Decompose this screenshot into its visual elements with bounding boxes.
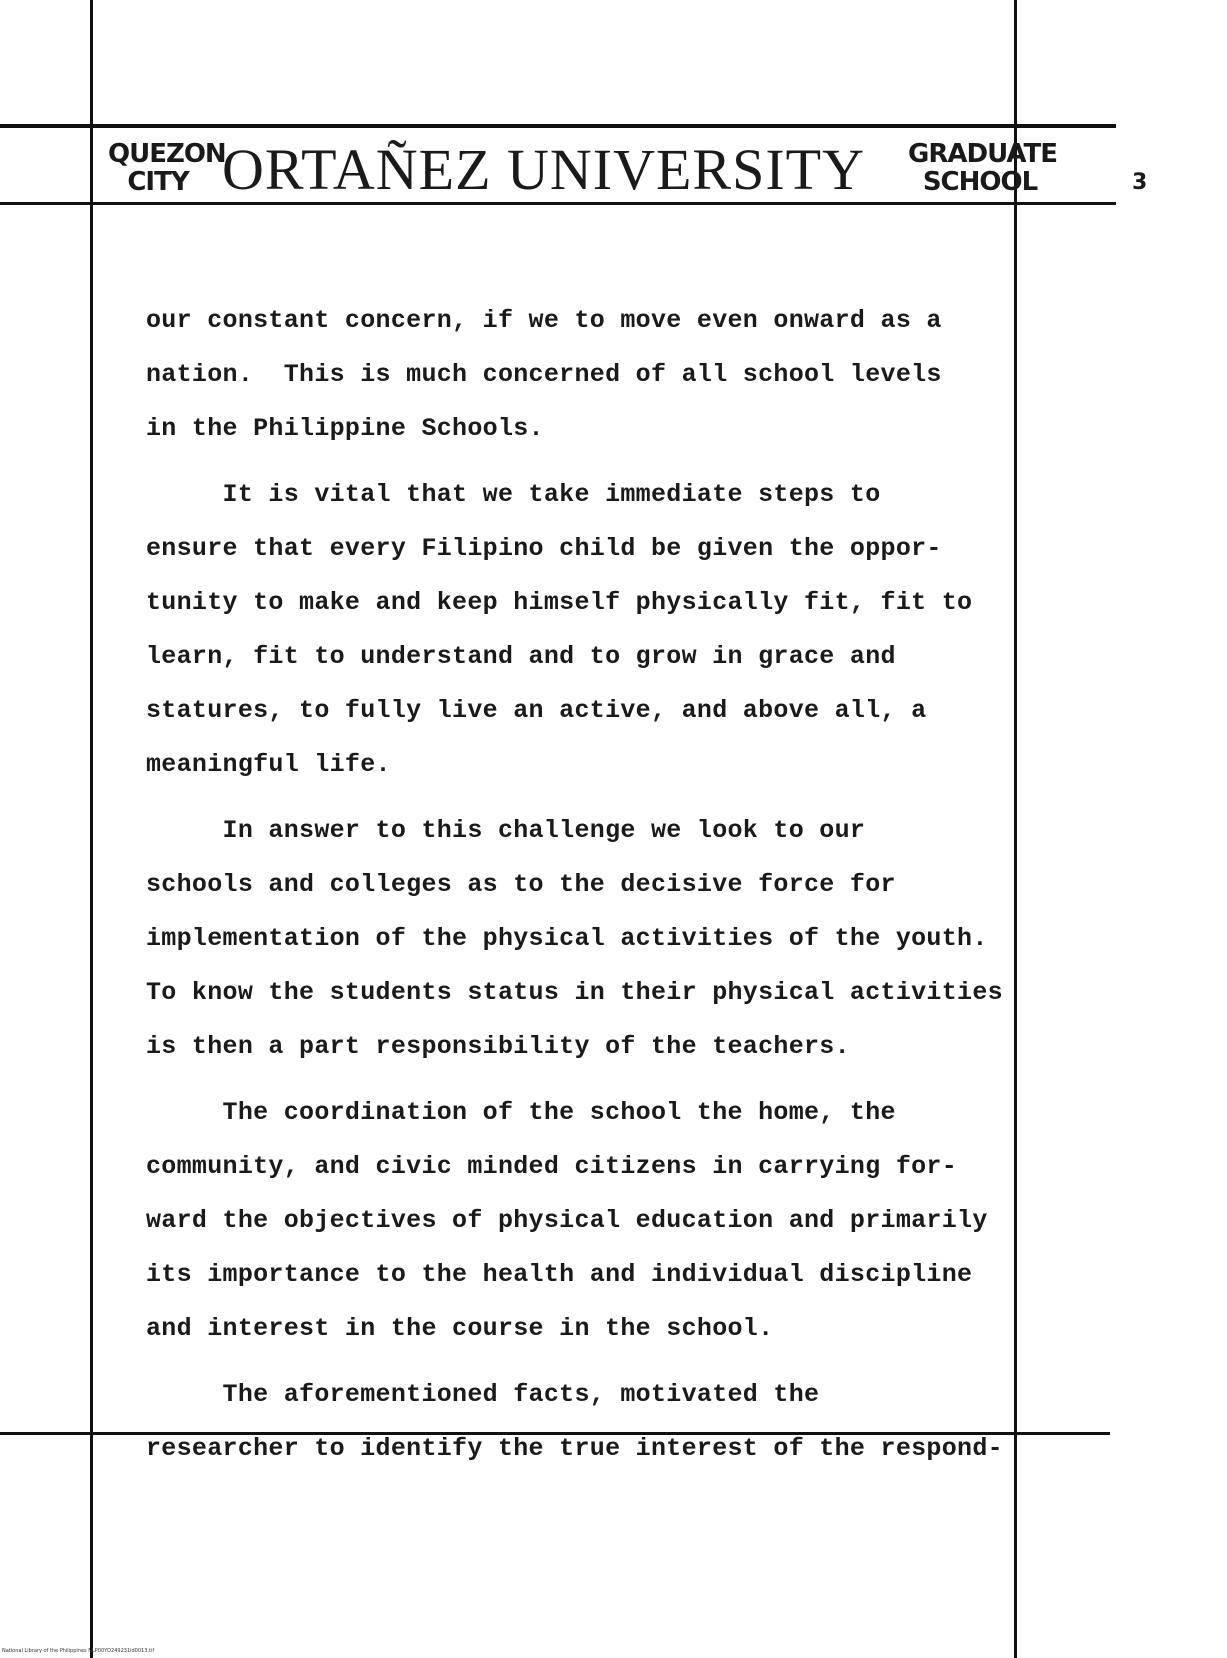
header-school-line1: GRADUATE <box>908 139 1057 169</box>
text-line: our constant concern, if we to move even onward as a <box>146 306 942 335</box>
text-line: and interest in the course in the school. <box>146 1314 774 1343</box>
text-line: implementation of the physical activities of the youth. <box>146 924 988 953</box>
text-line: statures, to fully live an active, and above all, a <box>146 696 927 725</box>
text-line: The aforementioned facts, motivated the <box>146 1380 820 1409</box>
text-line: is then a part responsibility of the teachers. <box>146 1032 850 1061</box>
left-margin-rule <box>90 0 93 1658</box>
paragraph-5 <box>146 1368 1076 1476</box>
text-line: ward the objectives of physical education and primarily <box>146 1206 988 1235</box>
header-school <box>908 139 1057 197</box>
paragraph-1 <box>146 294 1076 456</box>
body-text <box>146 294 1076 1476</box>
header-city-line2: CITY <box>127 167 189 197</box>
text-line: community, and civic minded citizens in carrying for- <box>146 1152 958 1181</box>
text-line: nation. This is much concerned of all school levels <box>146 360 942 389</box>
text-line: schools and colleges as to the decisive force for <box>146 870 896 899</box>
text-line: The coordination of the school the home, the <box>146 1098 896 1127</box>
page-number: 3 <box>1132 170 1148 195</box>
header-top-rule <box>0 124 1116 128</box>
scan-footer-caption: National Library of the Philippines NLP00YD249231id0013.tif <box>2 1648 155 1654</box>
text-line: in the Philippine Schools. <box>146 414 544 443</box>
header-school-line2: SCHOOL <box>922 167 1038 197</box>
text-line: tunity to make and keep himself physically fit, fit to <box>146 588 973 617</box>
text-line: learn, fit to understand and to grow in grace and <box>146 642 896 671</box>
header-city <box>108 139 226 197</box>
paragraph-4 <box>146 1086 1076 1356</box>
university-name: ORTAÑEZ UNIVERSITY <box>222 137 865 202</box>
text-line: To know the students status in their physical activities <box>146 978 1003 1007</box>
text-line: It is vital that we take immediate steps to <box>146 480 881 509</box>
header-city-line1: QUEZON <box>108 139 226 169</box>
paragraph-2 <box>146 468 1076 792</box>
text-line: In answer to this challenge we look to our <box>146 816 866 845</box>
text-line: researcher to identify the true interest of the respond- <box>146 1434 1003 1463</box>
paragraph-3 <box>146 804 1076 1074</box>
text-line: meaningful life. <box>146 750 391 779</box>
text-line: ensure that every Filipino child be given the oppor- <box>146 534 942 563</box>
text-line: its importance to the health and individual discipline <box>146 1260 973 1289</box>
